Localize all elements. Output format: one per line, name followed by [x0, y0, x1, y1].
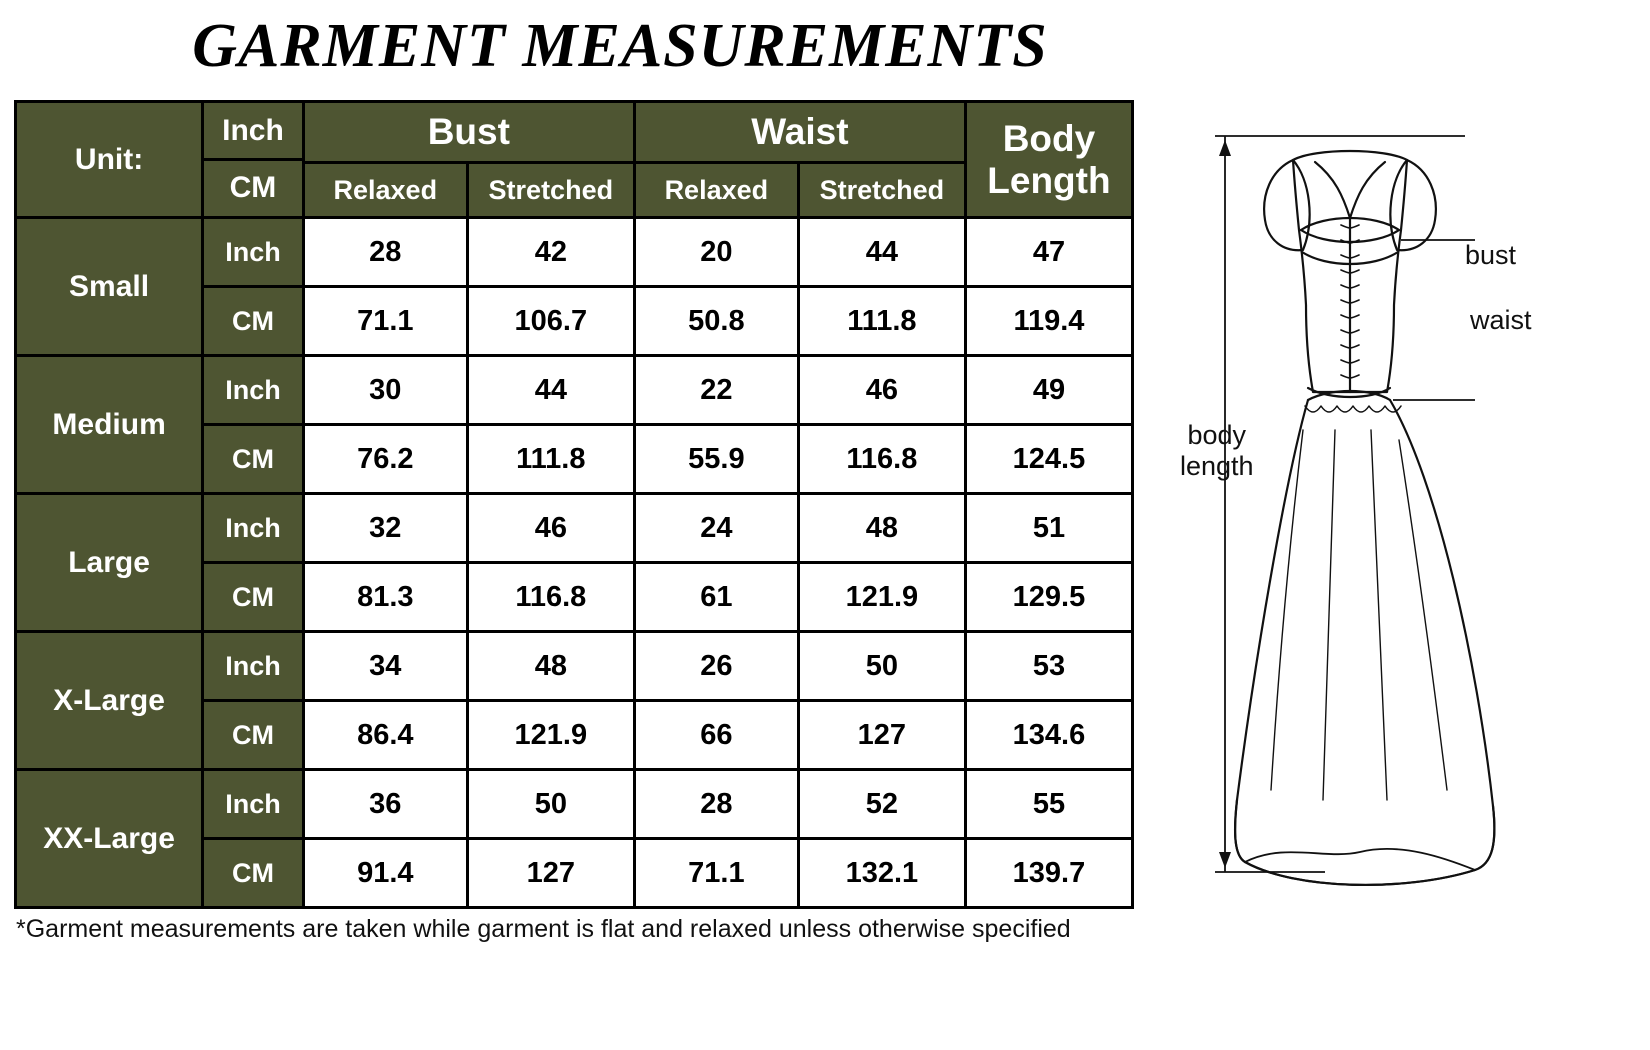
cell-bust-relaxed: 28 — [303, 218, 467, 287]
size-label: Large — [16, 494, 203, 632]
unit-inch-label: Inch — [204, 104, 302, 161]
cell-waist-stretched: 44 — [798, 218, 965, 287]
cell-waist-relaxed: 26 — [634, 632, 798, 701]
cell-bust-stretched: 106.7 — [467, 287, 634, 356]
cell-waist-relaxed: 55.9 — [634, 425, 798, 494]
header-waist-stretched: Stretched — [798, 163, 965, 218]
cell-bust-stretched: 121.9 — [467, 701, 634, 770]
cell-body-length: 55 — [965, 770, 1132, 839]
garment-diagram — [1175, 100, 1645, 900]
cell-bust-relaxed: 86.4 — [303, 701, 467, 770]
cell-bust-relaxed: 76.2 — [303, 425, 467, 494]
cell-body-length: 134.6 — [965, 701, 1132, 770]
cell-bust-relaxed: 91.4 — [303, 839, 467, 908]
unit-cm-label: CM — [229, 171, 277, 204]
cell-bust-relaxed: 71.1 — [303, 287, 467, 356]
table-header-row-1 — [16, 102, 1133, 163]
body-length-callout-line2: length — [1180, 451, 1254, 482]
row-unit: Inch — [203, 770, 304, 839]
cell-waist-relaxed: 61 — [634, 563, 798, 632]
cell-body-length: 47 — [965, 218, 1132, 287]
cell-body-length: 124.5 — [965, 425, 1132, 494]
cell-bust-relaxed: 36 — [303, 770, 467, 839]
cell-bust-stretched: 46 — [467, 494, 634, 563]
cell-waist-relaxed: 24 — [634, 494, 798, 563]
cell-waist-stretched: 48 — [798, 494, 965, 563]
cell-bust-relaxed: 34 — [303, 632, 467, 701]
cell-bust-stretched: 48 — [467, 632, 634, 701]
cell-waist-stretched: 127 — [798, 701, 965, 770]
bust-callout-label: bust — [1465, 240, 1517, 270]
header-body-length: Body Length — [965, 102, 1132, 218]
table-row — [16, 632, 1133, 701]
measurements-table — [14, 100, 1134, 909]
cell-waist-relaxed: 66 — [634, 701, 798, 770]
cell-waist-stretched: 52 — [798, 770, 965, 839]
table-row — [16, 494, 1133, 563]
cell-waist-relaxed: 28 — [634, 770, 798, 839]
table-row — [16, 770, 1133, 839]
cell-waist-stretched: 116.8 — [798, 425, 965, 494]
row-unit: Inch — [203, 356, 304, 425]
row-unit: CM — [203, 563, 304, 632]
table-row — [16, 356, 1133, 425]
row-unit: CM — [203, 701, 304, 770]
size-label: X-Large — [16, 632, 203, 770]
table-row — [16, 218, 1133, 287]
cell-body-length: 49 — [965, 356, 1132, 425]
cell-bust-relaxed: 81.3 — [303, 563, 467, 632]
dress-illustration-svg — [1175, 100, 1645, 900]
waist-callout-label: waist — [1470, 305, 1532, 335]
size-label: XX-Large — [16, 770, 203, 908]
header-waist-relaxed: Relaxed — [634, 163, 798, 218]
cell-waist-relaxed: 71.1 — [634, 839, 798, 908]
cell-bust-stretched: 42 — [467, 218, 634, 287]
cell-body-length: 139.7 — [965, 839, 1132, 908]
cell-body-length: 53 — [965, 632, 1132, 701]
cell-waist-relaxed: 20 — [634, 218, 798, 287]
header-bust: Bust — [303, 102, 634, 163]
body-length-callout-line1: body — [1187, 420, 1247, 450]
row-unit: CM — [203, 839, 304, 908]
size-label: Small — [16, 218, 203, 356]
header-bust-stretched: Stretched — [467, 163, 634, 218]
row-unit: Inch — [203, 632, 304, 701]
header-waist: Waist — [634, 102, 965, 163]
cell-waist-stretched: 111.8 — [798, 287, 965, 356]
header-bust-relaxed: Relaxed — [303, 163, 467, 218]
cell-bust-stretched: 44 — [467, 356, 634, 425]
unit-label-cell: Unit: — [16, 102, 203, 218]
cell-body-length: 129.5 — [965, 563, 1132, 632]
cell-bust-stretched: 127 — [467, 839, 634, 908]
cell-body-length: 51 — [965, 494, 1132, 563]
footnote: *Garment measurements are taken while garment is flat and relaxed unless otherwise specified — [16, 915, 1071, 943]
cell-waist-relaxed: 50.8 — [634, 287, 798, 356]
page-title: GARMENT MEASUREMENTS — [192, 12, 1048, 80]
cell-bust-stretched: 116.8 — [467, 563, 634, 632]
cell-bust-stretched: 111.8 — [467, 425, 634, 494]
row-unit: CM — [203, 287, 304, 356]
cell-waist-stretched: 121.9 — [798, 563, 965, 632]
row-unit: CM — [203, 425, 304, 494]
cell-waist-stretched: 50 — [798, 632, 965, 701]
cell-bust-stretched: 50 — [467, 770, 634, 839]
cell-bust-relaxed: 30 — [303, 356, 467, 425]
cell-waist-stretched: 46 — [798, 356, 965, 425]
body-length-callout-label — [1180, 420, 1254, 482]
cell-body-length: 119.4 — [965, 287, 1132, 356]
size-label: Medium — [16, 356, 203, 494]
unit-toggle-cell — [203, 102, 304, 218]
row-unit: Inch — [203, 218, 304, 287]
row-unit: Inch — [203, 494, 304, 563]
cell-bust-relaxed: 32 — [303, 494, 467, 563]
cell-waist-relaxed: 22 — [634, 356, 798, 425]
cell-waist-stretched: 132.1 — [798, 839, 965, 908]
